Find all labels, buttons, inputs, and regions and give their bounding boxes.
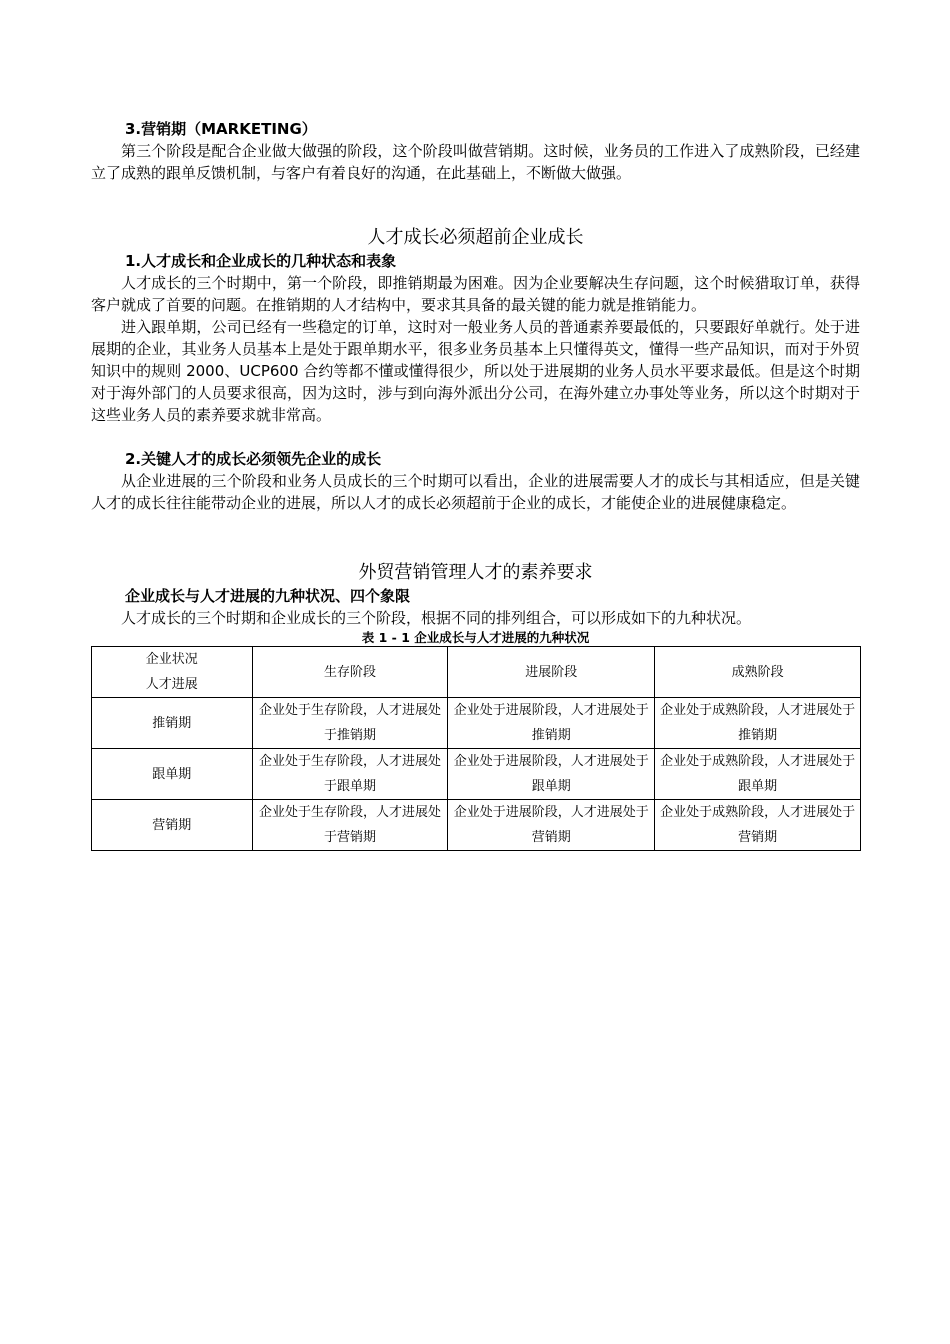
talent-growth-sub1-paragraph-2: 进入跟单期，公司已经有一些稳定的订单，这时对一般业务人员的普通素养要最低的，只要跟好单就行。处于进展期的企业，其业务人员基本上是处于跟单期水平，很多业务员基本上只懂得英文，懂得一些产品知识，而对于外贸知识中的规则 2000、UCP600 合约等都不懂或懂得很少，所以处于进展期的业务人员水平要求最低。但是这个时期对于海外部门的人员要求很高，因为这时，涉与到向海外派出分公司，在海外建立办事处等业务，所以这个时期对于这些业务人员的素养要求就非常高。 xyxy=(91,318,860,424)
table-cell: 企业处于进展阶段，人才进展处于跟单期 xyxy=(448,749,655,800)
table-cell: 企业处于生存阶段，人才进展处于跟单期 xyxy=(252,749,448,800)
table-cell: 企业处于生存阶段，人才进展处于营销期 xyxy=(252,800,448,851)
table-cell: 企业处于进展阶段，人才进展处于推销期 xyxy=(448,698,655,749)
marketing-paragraph: 第三个阶段是配合企业做大做强的阶段，这个阶段叫做营销期。这时候，业务员的工作进入了成熟阶段，已经建立了成熟的跟单反馈机制，与客户有着良好的沟通，在此基础上，不断做大做强。 xyxy=(91,142,860,182)
talent-growth-sub2-heading: 2.关键人才的成长必须领先企业的成长 xyxy=(125,450,382,468)
talent-growth-sub1-paragraph-1: 人才成长的三个时期中，第一个阶段，即推销期最为困难。因为企业要解决生存问题，这个时候猎取订单，获得客户就成了首要的问题。在推销期的人才结构中，要求其具备的最关键的能力就是推销能力。 xyxy=(91,274,860,314)
talent-growth-title: 人才成长必须超前企业成长 xyxy=(367,227,584,248)
row-header-marketing: 营销期 xyxy=(92,800,253,851)
table-caption: 表 1 - 1 企业成长与人才进展的九种状况 xyxy=(361,630,590,645)
table-cell: 企业处于进展阶段，人才进展处于营销期 xyxy=(448,800,655,851)
table-cell: 企业处于成熟阶段，人才进展处于跟单期 xyxy=(655,749,861,800)
column-header-mature: 成熟阶段 xyxy=(655,647,861,698)
corner-label-talent: 人才进展 xyxy=(145,677,198,692)
table-cell: 企业处于生存阶段，人才进展处于推销期 xyxy=(252,698,448,749)
row-header-following: 跟单期 xyxy=(92,749,253,800)
requirements-paragraph: 人才成长的三个时期和企业成长的三个阶段，根据不同的排列组合，可以形成如下的九种状况。 xyxy=(121,609,752,627)
table-cell: 企业处于成熟阶段，人才进展处于营销期 xyxy=(655,800,861,851)
nine-states-table xyxy=(91,646,861,851)
column-header-survival: 生存阶段 xyxy=(252,647,448,698)
column-header-development: 进展阶段 xyxy=(448,647,655,698)
table-corner-cell xyxy=(92,647,253,698)
table-cell: 企业处于成熟阶段，人才进展处于推销期 xyxy=(655,698,861,749)
table-row xyxy=(92,800,861,851)
row-header-selling: 推销期 xyxy=(92,698,253,749)
requirements-title: 外贸营销管理人才的素养要求 xyxy=(358,562,593,583)
document-page xyxy=(91,118,860,851)
talent-growth-sub2-paragraph: 从企业进展的三个阶段和业务人员成长的三个时期可以看出，企业的进展需要人才的成长与其相适应，但是关键人才的成长往往能带动企业的进展，所以人才的成长必须超前于企业的成长，才能使企业的进展健康稳定。 xyxy=(91,472,860,512)
corner-label-enterprise: 企业状况 xyxy=(145,652,198,667)
table-row xyxy=(92,749,861,800)
talent-growth-sub1-heading: 1.人才成长和企业成长的几种状态和表象 xyxy=(125,252,397,270)
requirements-heading: 企业成长与人才进展的九种状况、四个象限 xyxy=(125,587,411,605)
marketing-heading: 3.营销期（MARKETING） xyxy=(125,120,317,138)
table-row xyxy=(92,698,861,749)
table-header-row xyxy=(92,647,861,698)
